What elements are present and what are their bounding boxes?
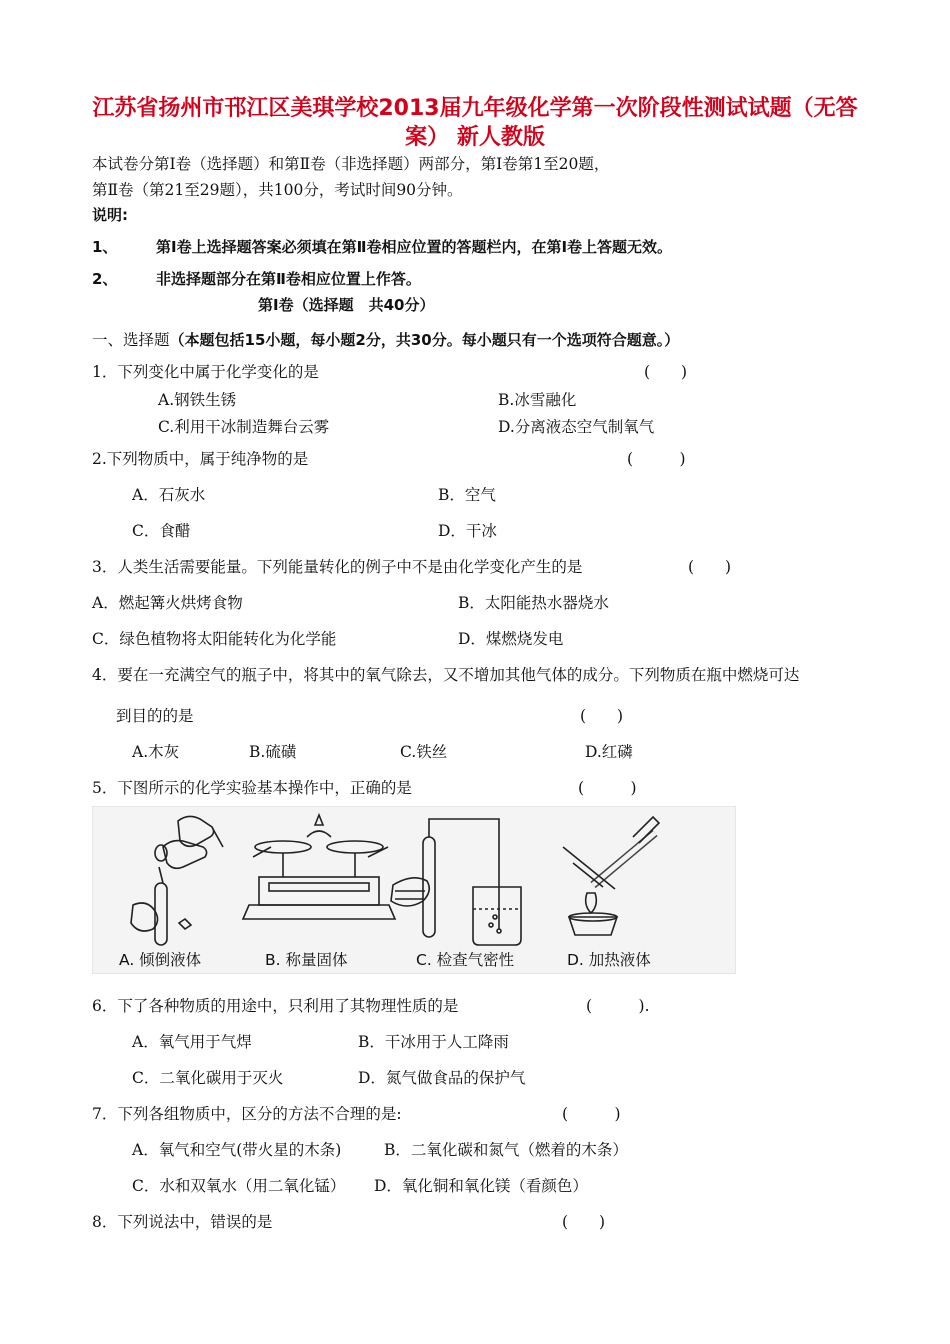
q4-option-d: D.红磷 <box>585 743 633 761</box>
q1-option-c: C.利用干冰制造舞台云雾 <box>158 418 330 436</box>
q2-option-d: D．干冰 <box>438 522 497 540</box>
q7-answer-blank: ( ) <box>562 1105 621 1123</box>
figure-caption-c: C. 检查气密性 <box>416 951 515 969</box>
q5-stem: 5．下图所示的化学实验基本操作中，正确的是 <box>92 779 412 797</box>
q1-answer-blank: ( ) <box>644 363 688 381</box>
figure-caption-a: A. 倾倒液体 <box>119 951 202 969</box>
notes-heading: 说明: <box>92 206 128 224</box>
q4-option-c: C.铁丝 <box>400 743 448 761</box>
part-heading <box>92 328 679 350</box>
intro-line2: 第Ⅱ卷（第21至29题），共100分，考试时间90分钟。 <box>92 181 463 199</box>
q1-option-b: B.冰雪融化 <box>498 391 577 409</box>
q7-option-b: B．二氧化碳和氮气（燃着的木条） <box>384 1141 628 1159</box>
q7-option-a: A．氧气和空气(带火星的木条) <box>132 1141 342 1159</box>
part-description: （本题包括15小题，每小题2分，共30分。每小题只有一个选项符合题意。） <box>169 331 680 349</box>
q2-option-b: B．空气 <box>438 486 496 504</box>
q4-option-a: A.木灰 <box>132 743 180 761</box>
q6-stem: 6．下了各种物质的用途中，只利用了其物理性质的是 <box>92 997 459 1015</box>
q1-stem: 1．下列变化中属于化学变化的是 <box>92 363 319 381</box>
note-1-number: 1、 <box>92 238 118 256</box>
q4-answer-blank: ( ) <box>580 707 624 725</box>
q5-answer-blank: ( ) <box>578 779 637 797</box>
heating-liquid-illustration <box>563 817 659 935</box>
q4-stem-continued: 到目的的是 <box>116 707 194 725</box>
q3-option-b: B．太阳能热水器烧水 <box>458 594 609 612</box>
q3-option-c: C．绿色植物将太阳能转化为化学能 <box>92 630 337 648</box>
q2-option-a: A．石灰水 <box>132 486 206 504</box>
q4-option-b: B.硫磺 <box>249 743 297 761</box>
q3-option-a: A．燃起篝火烘烤食物 <box>92 594 243 612</box>
q6-option-a: A．氧气用于气焊 <box>132 1033 252 1051</box>
q6-option-b: B．干冰用于人工降雨 <box>358 1033 509 1051</box>
q2-stem: 2.下列物质中，属于纯净物的是 <box>92 450 309 468</box>
q6-option-c: C．二氧化碳用于灭火 <box>132 1069 284 1087</box>
part-label: 一、选择题 <box>92 331 170 349</box>
q2-option-c: C．食醋 <box>132 522 191 540</box>
q2-answer-blank: ( ) <box>627 450 686 468</box>
lab-operations-figure <box>92 806 736 974</box>
q6-answer-blank: ( ). <box>586 997 650 1015</box>
balance-illustration <box>243 815 395 919</box>
q3-answer-blank: ( ) <box>688 558 732 576</box>
q7-option-d: D．氧化铜和氧化镁（看颜色） <box>374 1177 588 1195</box>
note-2-text: 非选择题部分在第Ⅱ卷相应位置上作答。 <box>156 270 421 288</box>
intro-line1: 本试卷分第Ⅰ卷（选择题）和第Ⅱ卷（非选择题）两部分，第Ⅰ卷第1至20题， <box>92 155 610 173</box>
q1-option-a: A.钢铁生锈 <box>158 391 237 409</box>
airtightness-check-illustration <box>391 819 521 945</box>
q4-stem: 4．要在一充满空气的瓶子中，将其中的氧气除去，又不增加其他气体的成分。下列物质在瓶中燃烧可达 <box>92 666 800 684</box>
q8-stem: 8．下列说法中，错误的是 <box>92 1213 273 1231</box>
q8-answer-blank: ( ) <box>562 1213 606 1231</box>
figure-caption-d: D. 加热液体 <box>567 951 651 969</box>
q3-stem: 3．人类生活需要能量。下列能量转化的例子中不是由化学变化产生的是 <box>92 558 583 576</box>
q7-stem: 7．下列各组物质中，区分的方法不合理的是: <box>92 1105 402 1123</box>
q6-option-d: D．氮气做食品的保护气 <box>358 1069 526 1087</box>
figure-caption-b: B. 称量固体 <box>265 951 348 969</box>
document-title-line1: 江苏省扬州市邗江区美琪学校2013届九年级化学第一次阶段性测试试题（无答 <box>92 96 858 121</box>
q7-option-c: C．水和双氧水（用二氧化锰） <box>132 1177 346 1195</box>
note-1-text: 第Ⅰ卷上选择题答案必须填在第Ⅱ卷相应位置的答题栏内，在第Ⅰ卷上答题无效。 <box>156 238 673 256</box>
pouring-liquid-illustration <box>131 816 223 945</box>
document-title-line2: 案） 新人教版 <box>405 125 545 150</box>
q1-option-d: D.分离液态空气制氧气 <box>498 418 655 436</box>
section-heading: 第Ⅰ卷（选择题 共40分） <box>258 296 435 314</box>
q3-option-d: D．煤燃烧发电 <box>458 630 564 648</box>
note-2-number: 2、 <box>92 270 118 288</box>
